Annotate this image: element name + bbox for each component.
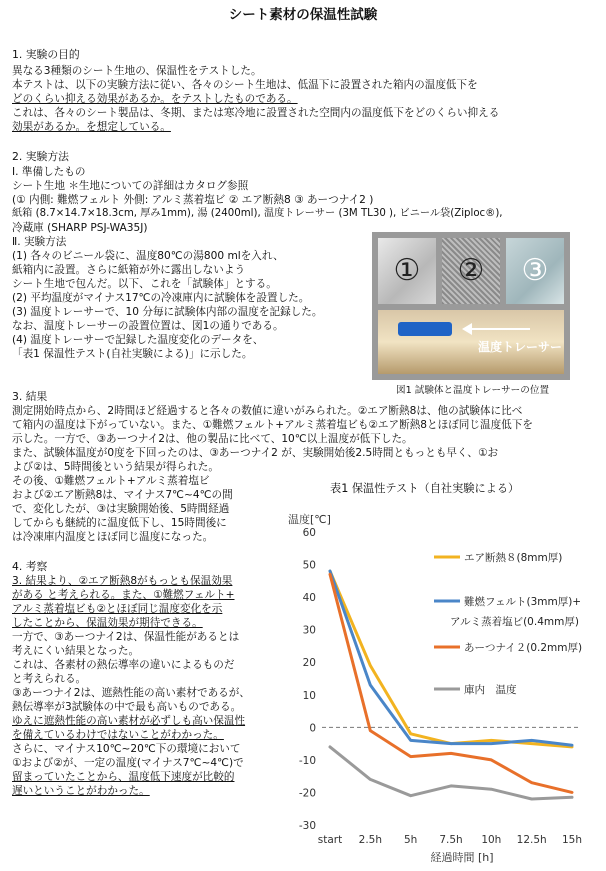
legend-label: 難燃フェルト(3mm厚)+ [464, 596, 582, 608]
text-line: シート生地で包んだ。以下、これを「試験体」とする。 [12, 278, 277, 290]
x-tick-label: 7.5h [439, 834, 463, 846]
text-line: アルミ蒸着塩ビも②とほぼ同じ温度変化を示 [12, 603, 223, 615]
text-line: さらに、マイナス10℃~20℃下の環境において [12, 743, 241, 755]
y-tick-label: 10 [302, 689, 316, 702]
y-tick-label: 40 [302, 592, 316, 605]
x-tick-label: 12.5h [516, 834, 547, 846]
y-tick-label: -30 [298, 820, 316, 832]
tracer-label: 温度トレーサー [478, 340, 563, 354]
y-tick-label: 30 [302, 624, 316, 637]
sample1-photo [378, 238, 436, 304]
section2-heading: 2. 実験方法 [12, 150, 69, 163]
text-line: 本テストは、以下の実験方法に従い、各々のシート生地は、低温下に設置された箱内の温度低下を [12, 79, 478, 91]
sample-label: ① [393, 252, 421, 288]
text-line: (2) 平均温度がマイナス17℃の冷凍庫内に試験体を設置した。 [12, 292, 310, 304]
temperature-line-chart [282, 505, 606, 867]
text-line: (4) 温度トレーサーで記録した温度変化のデータを、 [12, 334, 264, 346]
subsection-heading: Ⅱ. 実験方法 [12, 236, 67, 248]
section3-heading: 3. 結果 [12, 390, 48, 403]
section1-heading: 1. 実験の目的 [12, 48, 80, 61]
text-line: どのくらい抑える効果があるか。をテストしたものである。 [12, 93, 298, 105]
section4-heading: 4. 考察 [12, 560, 48, 573]
text-line: 紙箱内に設置。さらに紙箱が外に露出しないよう [12, 264, 246, 276]
x-axis-label: 経過時間 [h] [430, 851, 494, 864]
tracer-photo [378, 310, 564, 374]
y-tick-label: 0 [309, 722, 316, 735]
legend-label: あーつナイ２(0.2mm厚) [464, 642, 583, 654]
text-line: と考えられる。 [12, 673, 87, 685]
y-tick-label: 60 [302, 527, 316, 539]
text-line: また、試験体温度が0度を下回ったのは、③あーつナイ2 が、実験開始後2.5時間ともっとも早く、①お [12, 447, 499, 459]
text-line: シート生地 ＊生地についての詳細はカタログ参照 [12, 180, 249, 192]
subsection-heading: Ⅰ. 準備したもの [12, 166, 86, 178]
text-line: これは、各々のシート製品は、冬期、または寒冷地に設置された空間内の温度低下をどのくらい抑える [12, 107, 500, 119]
temperature-logger-icon [398, 322, 452, 336]
x-tick-label: 2.5h [358, 834, 383, 846]
arrow-left-icon [470, 328, 530, 330]
x-tick-label: 5h [403, 834, 418, 846]
text-line: 冷蔵庫 (SHARP PSJ-WA35J) [12, 222, 148, 234]
sample2-photo [442, 238, 500, 304]
text-line: (3) 温度トレーサーで、10 分毎に試験体内部の温度を記録した。 [12, 306, 323, 318]
y-tick-label: 20 [302, 657, 316, 670]
text-line: 遅いということがわかった。 [12, 785, 150, 797]
x-tick-label: 15h [561, 834, 583, 846]
text-line: 一方で、③あーつナイ2は、保温性能があるとは [12, 631, 240, 643]
x-tick-label: start [317, 834, 343, 846]
y-tick-label: -10 [298, 754, 316, 767]
x-tick-label: 10h [481, 834, 502, 846]
text-line: 熱伝導率が3試験体の中で最も高いものである。 [12, 701, 242, 713]
text-line: よび②は、5時間後という結果が得られた。 [12, 461, 219, 473]
chart-title: 表1 保温性テスト（自社実験による） [330, 482, 520, 495]
legend-label: 庫内 温度 [464, 684, 517, 696]
text-line: がある と考えられる。また、①難燃フェルト+ [12, 589, 235, 601]
text-line: 留まっていたことから、温度低下速度が比較的 [12, 771, 235, 783]
sample3-photo [506, 238, 564, 304]
text-line: 3. 結果より、②エア断熱8がもっとも保温効果 [12, 575, 233, 587]
legend-label-line2: アルミ蒸着塩ビ(0.4mm厚) [450, 616, 579, 628]
text-line: (1) 各々のビニール袋に、温度80℃の湯800 mlを入れ、 [12, 250, 284, 262]
text-line: および②エア断熱8は、マイナス7℃~4℃の間 [12, 489, 233, 501]
text-line: 効果があるか。を想定している。 [12, 121, 171, 133]
text-line: は冷凍庫内温度とほぼ同じ温度になった。 [12, 531, 214, 543]
text-line: ①および②が、一定の温度(マイナス7℃~4℃)で [12, 757, 244, 769]
y-axis-label: 温度[℃] [288, 513, 331, 526]
text-line: 異なる3種類のシート生地の、保温性をテストした。 [12, 65, 262, 77]
y-tick-label: 50 [302, 559, 316, 572]
text-line: 測定開始時点から、2時間ほど経過すると各々の数値に違いがみられた。②エア断熱8は、他の試験体に比べ [12, 405, 523, 417]
text-line: 紙箱 (8.7×14.7×18.3cm, 厚み1mm), 湯 (2400ml), 温度トレーサー (3M TL30 ), ビニール袋(Ziploc®), [12, 208, 503, 219]
sample-label: ③ [521, 252, 549, 288]
text-line: ③あーつナイ2は、遮熱性能の高い素材であるが、 [12, 687, 250, 699]
text-line: してからも継続的に温度低下し、15時間後に [12, 517, 227, 529]
legend-label: エア断熱８(8mm厚) [464, 552, 563, 564]
page-title: シート素材の保温性試験 [228, 7, 378, 23]
text-line: を備えているわけではないことがわかった。 [12, 729, 224, 741]
text-line: その後、①難燃フェルト+アルミ蒸着塩ビ [12, 475, 210, 487]
text-line: で、変化したが、③は実験開始後、5時間経過 [12, 503, 230, 515]
text-line: ゆえに遮熱性能の高い素材が必ずしも高い保温性 [12, 715, 246, 727]
figure1-caption: 図1 試験体と温度トレーサーの位置 [396, 385, 550, 396]
text-line: (① 内側: 難燃フェルト 外側: アルミ蒸着塩ビ ② エア断熱8 ③ あーつナイ2 ) [12, 194, 374, 206]
text-line: なお、温度トレーサーの設置位置は、図1の通りである。 [12, 320, 284, 332]
text-line: 示した。一方で、③あーつナイ2は、他の製品に比べて、10℃以上温度が低下した。 [12, 433, 413, 445]
sample-label: ② [457, 252, 485, 288]
text-line: て箱内の温度は下がっていない。また、①難燃フェルト+アルミ蒸着塩ビも②エア断熱8とほぼ同じ温度低下を [12, 419, 533, 431]
text-line: これは、各素材の熱伝導率の違いによるものだ [12, 659, 235, 671]
text-line: 考えにくい結果となった。 [12, 645, 140, 657]
figure1-photo [372, 232, 570, 380]
text-line: したことから、保温効果が期待できる。 [12, 617, 203, 629]
text-line: 「表1 保温性テスト(自社実験による)」に示した。 [12, 348, 253, 360]
y-tick-label: -20 [298, 787, 316, 800]
